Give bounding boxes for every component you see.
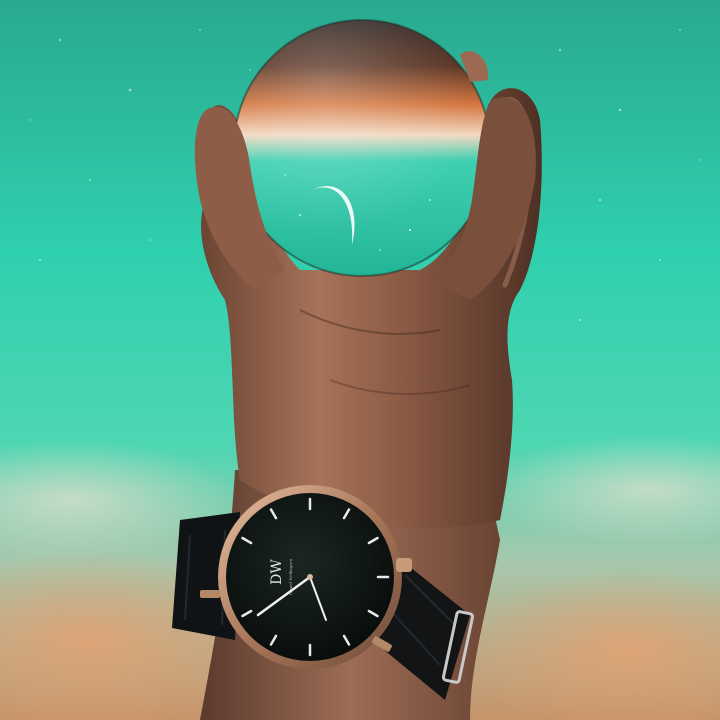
watch-crown <box>396 558 412 572</box>
watch-lug <box>200 590 220 598</box>
watch-logo: DW <box>269 559 285 585</box>
hand-pivot <box>307 574 313 580</box>
crystal-sphere <box>234 20 490 276</box>
watch-brand-text: Daniel Wellington <box>288 558 293 596</box>
